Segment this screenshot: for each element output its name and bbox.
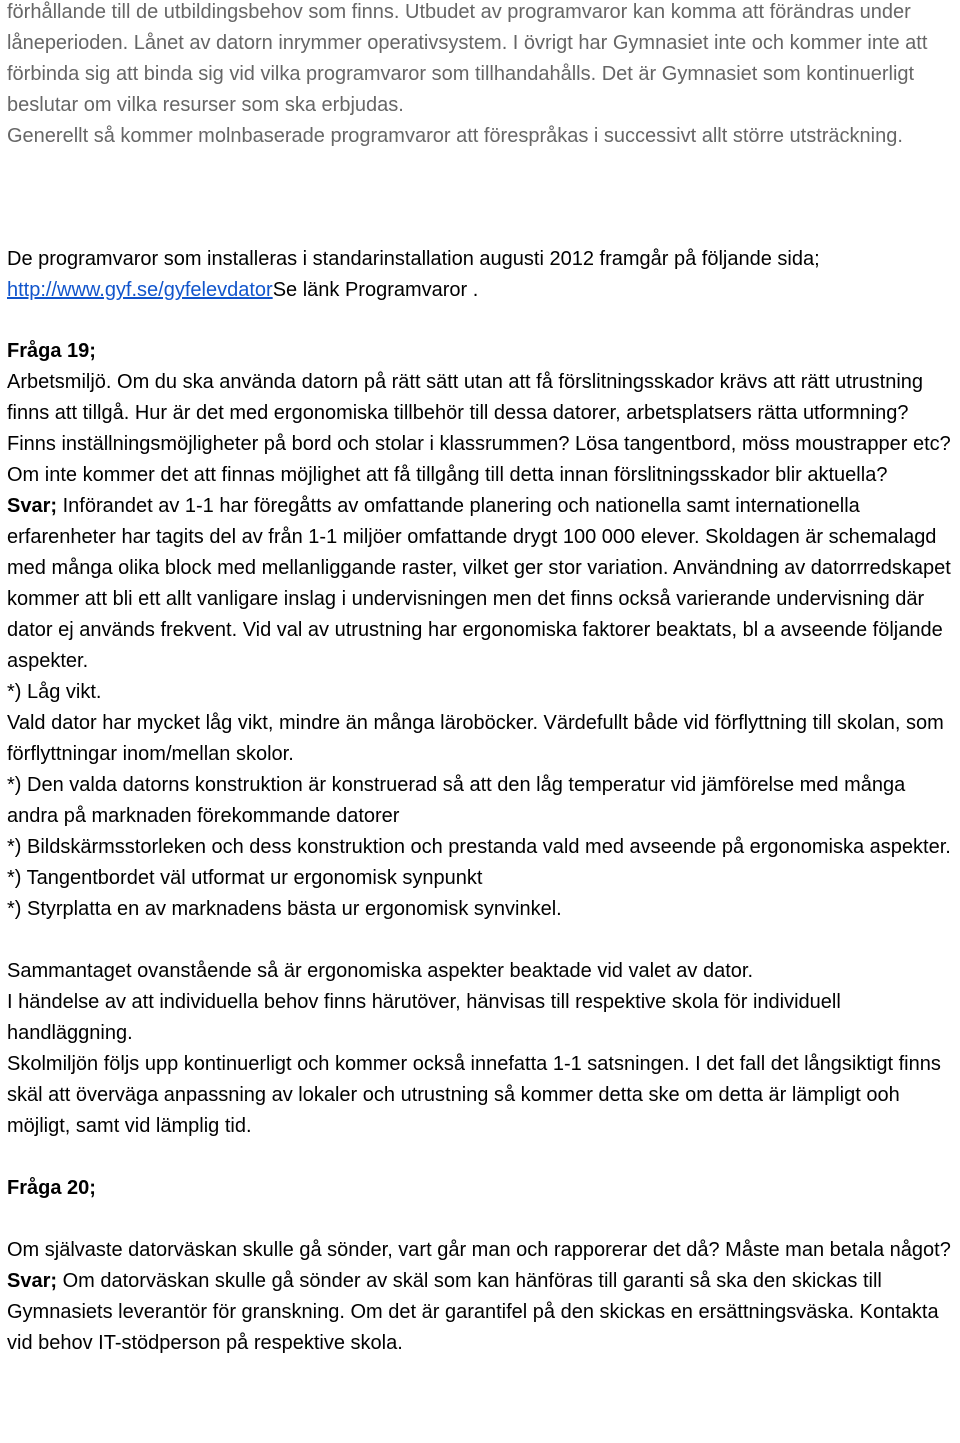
answer-text: Om datorväskan skulle gå sönder av skäl som kan hänföras till garanti så ska den skickas till Gymnasiets leverantör för granskning. Om det är garantifel på den skickas en ersättningsväska. Kontakta vid behov IT-stödperson på respektive skola. — [7, 1270, 939, 1354]
answer-text: Införandet av 1-1 har föregåtts av omfattande planering och nationella samt internationella erfarenheter har tagits del av från 1-1 miljöer omfattande drygt 100 000 elever. Skoldagen är schemalagd med många olika block med mellanliggande raster, vilket ger stor variation. Användning av datorrredskapet kommer att bli ett allt vanligare inslag i undervisningen men det finns också varierande undervisning där dator ej används frekvent. Vid val av utrustning har ergonomiska faktorer beaktats, bl a avseende följande aspekter. — [7, 495, 951, 672]
spacer — [7, 925, 960, 956]
question-19-text: Arbetsmiljö. Om du ska använda datorn på rätt sätt utan att få förslitningsskador krävs att rätt utrustning finns att tillgå. Hur är det med ergonomiska tillbehör till dessa datorer, arbetsplatsers rätta utformning? Finns inställningsmöjligheter på bord och stolar i klassrummen? Lösa tangentbord, möss moustrapper etc? Om inte kommer det att finnas möjlighet att få tillgång till detta innan förslitningsskador blir aktuella? — [7, 371, 951, 486]
point-keyboard: *) Tangentbordet väl utformat ur ergonomisk synpunkt — [7, 867, 483, 889]
summary-3: Skolmiljön följs upp kontinuerligt och kommer också innefatta 1-1 satsningen. I det fall det långsiktigt finns skäl att överväga anpassning av lokaler och utrustning så kommer detta ske om detta är lämpligt ooh möjligt, samt vid lämplig tid. — [7, 1053, 941, 1137]
intro-section — [7, 0, 960, 152]
spacer — [7, 1142, 960, 1173]
question-19-heading: Fråga 19; — [7, 340, 96, 362]
point-temperature: *) Den valda datorns konstruktion är konstruerad så att den låg temperatur vid jämförelse med många andra på marknaden förekommande datorer — [7, 774, 906, 827]
programs-link[interactable]: http://www.gyf.se/gyfelevdator — [7, 279, 273, 301]
summary-2: I händelse av att individuella behov finns härutöver, hänvisas till respektive skola för individuell handläggning. — [7, 991, 841, 1044]
intro-paragraph-2: Generellt så kommer molnbaserade programvaror att förespråkas i successivt allt större utsträckning. — [7, 125, 903, 147]
intro-paragraph-1: förhållande till de utbildingsbehov som finns. Utbudet av programvaror kan komma att förändras under låneperioden. Lånet av datorn inrymmer operativsystem. I övrigt har Gymnasiet inte och kommer inte att förbinda sig att binda sig vid vilka programvaror som tillhandahålls. Det är Gymnasiet som kontinuerligt beslutar om vilka resurser som ska erbjudas. — [7, 1, 928, 116]
question-20-text: Om självaste datorväskan skulle gå sönder, vart går man och rapporerar det då? Måste man betala något? — [7, 1239, 951, 1261]
question-20-answer — [7, 1266, 960, 1359]
programs-section — [7, 244, 960, 306]
question-19-section — [7, 336, 960, 1359]
programs-link-suffix: Se länk Programvaror . — [272, 279, 479, 301]
question-20-heading: Fråga 20; — [7, 1177, 96, 1199]
question-19-answer — [7, 491, 960, 677]
answer-label: Svar; — [7, 1270, 58, 1292]
summary-1: Sammantaget ovanstående så är ergonomiska aspekter beaktade vid valet av dator. — [7, 960, 754, 982]
point-screen: *) Bildskärmsstorleken och dess konstruktion och prestanda vald med avseende på ergonomiska aspekter. — [7, 836, 951, 858]
answer-label: Svar; — [7, 495, 58, 517]
programs-text: De programvaror som installeras i standarinstallation augusti 2012 framgår på följande sida; — [7, 248, 820, 270]
point-trackpad: *) Styrplatta en av marknadens bästa ur ergonomisk synvinkel. — [7, 898, 562, 920]
spacer — [7, 1204, 960, 1235]
point-low-weight-detail: Vald dator har mycket låg vikt, mindre än många läroböcker. Värdefullt både vid förflyttning till skolan, som förflyttningar inom/mellan skolor. — [7, 712, 944, 765]
point-low-weight: *) Låg vikt. — [7, 681, 102, 703]
programs-link-line — [7, 275, 960, 306]
